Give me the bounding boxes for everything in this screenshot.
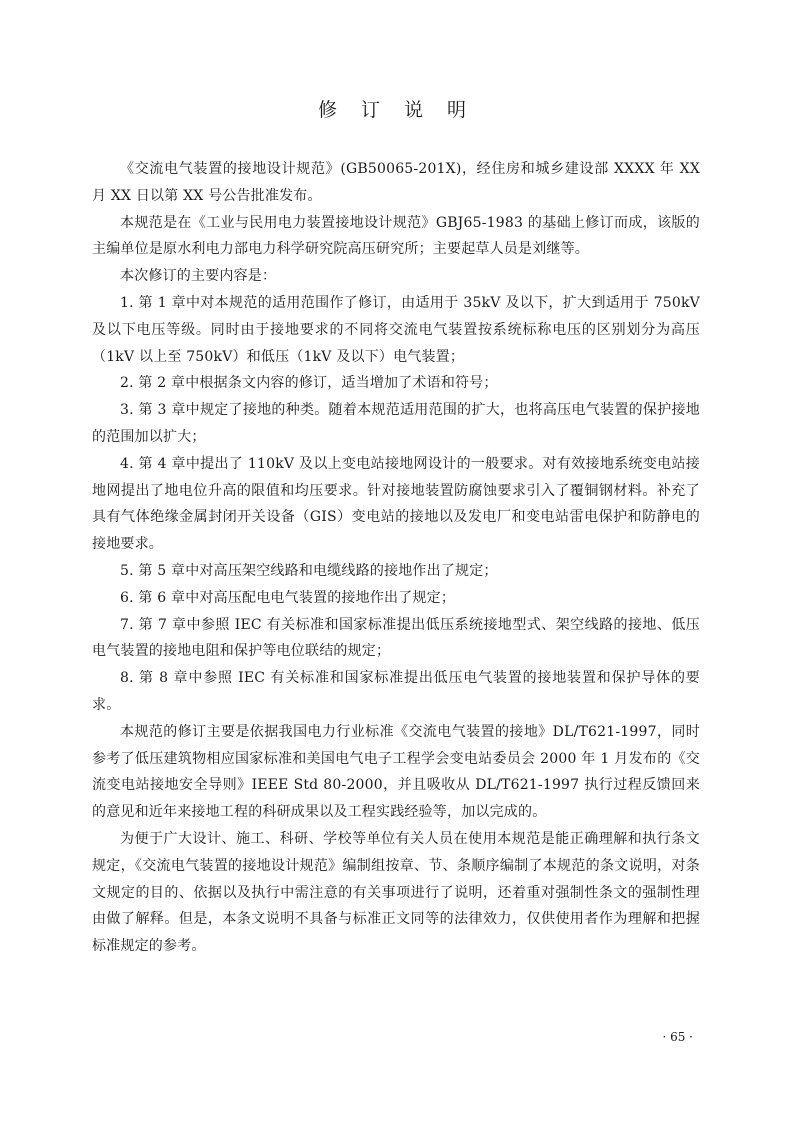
list-item-chapter-4: 4. 第 4 章中提出了 110kV 及以上变电站接地网设计的一般要求。对有效接地系统变电站接地网提出了地电位升高的限值和均压要求。针对接地装置防腐蚀要求引入了覆铜钢材料。补充了具有气体绝缘金属封闭开关设备（GIS）变电站的接地以及发电厂和变电站雷电保护和防静电的接地要求。 <box>92 455 700 553</box>
list-item-chapter-2: 2. 第 2 章中根据条文内容的修订，适当增加了术语和符号； <box>120 375 498 392</box>
list-item-chapter-3: 3. 第 3 章中规定了接地的种类。随着本规范适用范围的扩大，也将高压电气装置的保护接地的范围加以扩大； <box>92 402 700 445</box>
list-item-chapter-5: 5. 第 5 章中对高压架空线路和电缆线路的接地作出了规定； <box>120 562 498 579</box>
list-item-chapter-8: 8. 第 8 章中参照 IEC 有关标准和国家标准提出低压电气装置的接地装置和保护导体的要求。 <box>92 670 700 713</box>
paragraph-basis: 本规范是在《工业与民用电力装置接地设计规范》GBJ65-1983 的基础上修订而成，该版的主编单位是原水利电力部电力科学研究院高压研究所；主要起草人员是刘继等。 <box>92 214 700 258</box>
list-item-chapter-6: 6. 第 6 章中对高压配电电气装置的接地作出了规定； <box>120 589 456 606</box>
paragraph-main-content-intro: 本次修订的主要内容是： <box>120 268 277 285</box>
page-number: · 65 · <box>662 1030 693 1044</box>
paragraph-revision-basis: 本规范的修订主要是依据我国电力行业标准《交流电气装置的接地》DL/T621-1997，同时参考了低压建筑物相应国家标准和美国电气电子工程学会变电站委员会 2000 年 1 月发布的《交流变电站接地安全导则》IEEE Std 80-2000，并且吸收从 DL/T621-1997 执行过程反馈回来的意见和近年来接地工程的科研成果以及工程实践经验等，加以完成的。 <box>92 723 701 821</box>
list-item-chapter-7: 7. 第 7 章中参照 IEC 有关标准和国家标准提出低压系统接地型式、架空线路的接地、低压电气装置的接地电阻和保护等电位联结的规定； <box>92 616 700 660</box>
list-item-chapter-1: 1. 第 1 章中对本规范的适用范围作了修订，由适用于 35kV 及以下，扩大到适用于 750kV 及以下电压等级。同时由于接地要求的不同将交流电气装置按系统标称电压的区别划分为高压（1kV 以上至 750kV）和低压（1kV 及以下）电气装置； <box>92 294 700 365</box>
paragraph-usage-note: 为便于广大设计、施工、科研、学校等单位有关人员在使用本规范是能正确理解和执行条文规定，《交流电气装置的接地设计规范》编制组按章、节、条顺序编制了本规范的条文说明，对条文规定的目的、依据以及执行中需注意的有关事项进行了说明，还着重对强制性条文的强制性理由做了解释。但是，本条文说明不具备与标准正文同等的法律效力，仅供使用者作为理解和把握标准规定的参考。 <box>92 830 700 955</box>
paragraph-approval: 《交流电气装置的接地设计规范》(GB50065-201X)，经住房和城乡建设部 XXXX 年 XX 月 XX 日以第 XX 号公告批准发布。 <box>92 161 700 204</box>
document-body <box>92 156 700 960</box>
page-title: 修 订 说 明 <box>317 99 476 121</box>
